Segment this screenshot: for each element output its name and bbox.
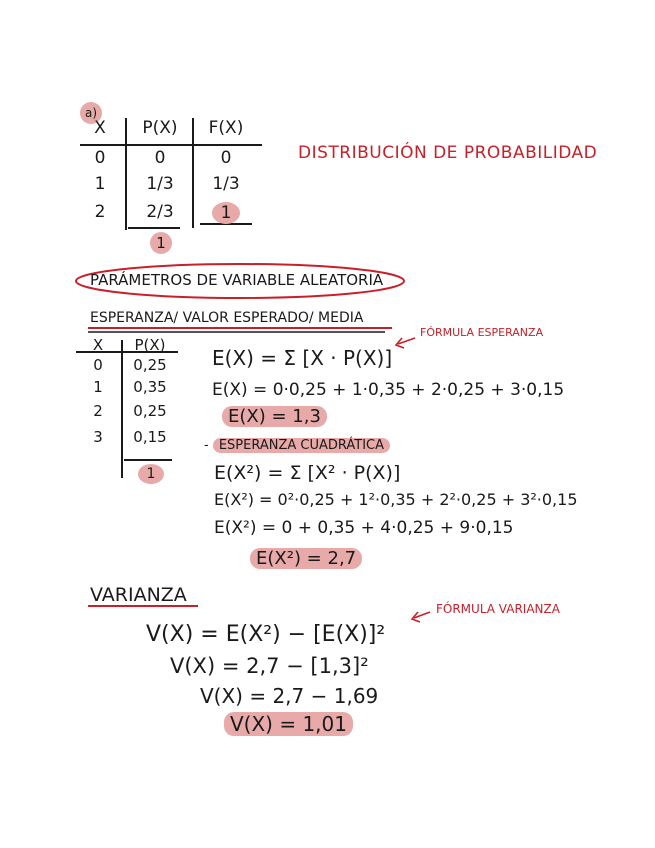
table1-r2-x: 2	[94, 202, 106, 222]
table2-r2-p: 0,25	[133, 402, 167, 420]
dist-title: DISTRIBUCIÓN DE PROBABILIDAD	[298, 143, 598, 163]
varianza-result: V(X) = 1,01	[224, 712, 353, 736]
table2-r0-p: 0,25	[133, 356, 167, 374]
params-title: PARÁMETROS DE VARIABLE ALEATORIA	[90, 271, 384, 289]
table1-r1-x: 1	[94, 174, 106, 194]
cuadratica-simplified: E(X²) = 0 + 0,35 + 4·0,25 + 9·0,15	[214, 518, 514, 538]
table1-r0-x: 0	[94, 148, 106, 168]
table2-r1-p: 0,35	[133, 378, 167, 396]
cuadratica-substitution: E(X²) = 0²·0,25 + 1²·0,35 + 2²·0,25 + 3²·0,15	[214, 490, 578, 509]
table1-r1-p: 1/3	[146, 174, 174, 194]
formula-esperanza-note: FÓRMULA ESPERANZA	[420, 326, 544, 339]
esperanza-formula: E(X) = Σ [X · P(X)]	[212, 346, 393, 370]
varianza-note: FÓRMULA VARIANZA	[436, 602, 560, 616]
cuadratica-dash: -	[204, 438, 213, 453]
table1-header-p: P(X)	[142, 118, 178, 138]
table1-r2-p: 2/3	[146, 202, 174, 222]
table1-sum: 1	[150, 232, 172, 254]
table1-label-marker: a)	[80, 102, 102, 124]
table2-header-p: P(X)	[134, 336, 166, 354]
table1-r2-f	[196, 202, 256, 224]
table1-r0-f: 0	[220, 148, 232, 168]
esperanza-substitution: E(X) = 0·0,25 + 1·0,35 + 2·0,25 + 3·0,15	[212, 380, 565, 400]
table2-r3-x: 3	[93, 428, 103, 446]
table1-r2-f-highlight: 1	[212, 202, 240, 224]
table2-r2-x: 2	[93, 402, 103, 420]
table1-r1-f: 1/3	[212, 174, 240, 194]
table2-r0-x: 0	[93, 356, 103, 374]
table2-r3-p: 0,15	[133, 428, 167, 446]
table1-r0-p: 0	[154, 148, 166, 168]
table1-header-x: X	[94, 118, 106, 138]
table2-r1-x: 1	[93, 378, 103, 396]
cuadratica-title	[204, 438, 390, 453]
table2-sum: 1	[138, 464, 164, 484]
varianza-title: VARIANZA	[90, 584, 187, 606]
table2-header-x: X	[92, 336, 104, 354]
varianza-formula: V(X) = E(X²) − [E(X)]²	[146, 622, 386, 647]
table1-header-f: F(X)	[208, 118, 244, 138]
cuadratica-result: E(X²) = 2,7	[250, 548, 362, 569]
cuadratica-formula: E(X²) = Σ [X² · P(X)]	[214, 462, 401, 484]
varianza-simplified: V(X) = 2,7 − 1,69	[200, 684, 379, 708]
varianza-substitution: V(X) = 2,7 − [1,3]²	[170, 654, 369, 678]
esperanza-title: ESPERANZA/ VALOR ESPERADO/ MEDIA	[90, 310, 364, 326]
cuadratica-title-text: ESPERANZA CUADRÁTICA	[213, 438, 390, 453]
esperanza-result: E(X) = 1,3	[222, 406, 327, 427]
